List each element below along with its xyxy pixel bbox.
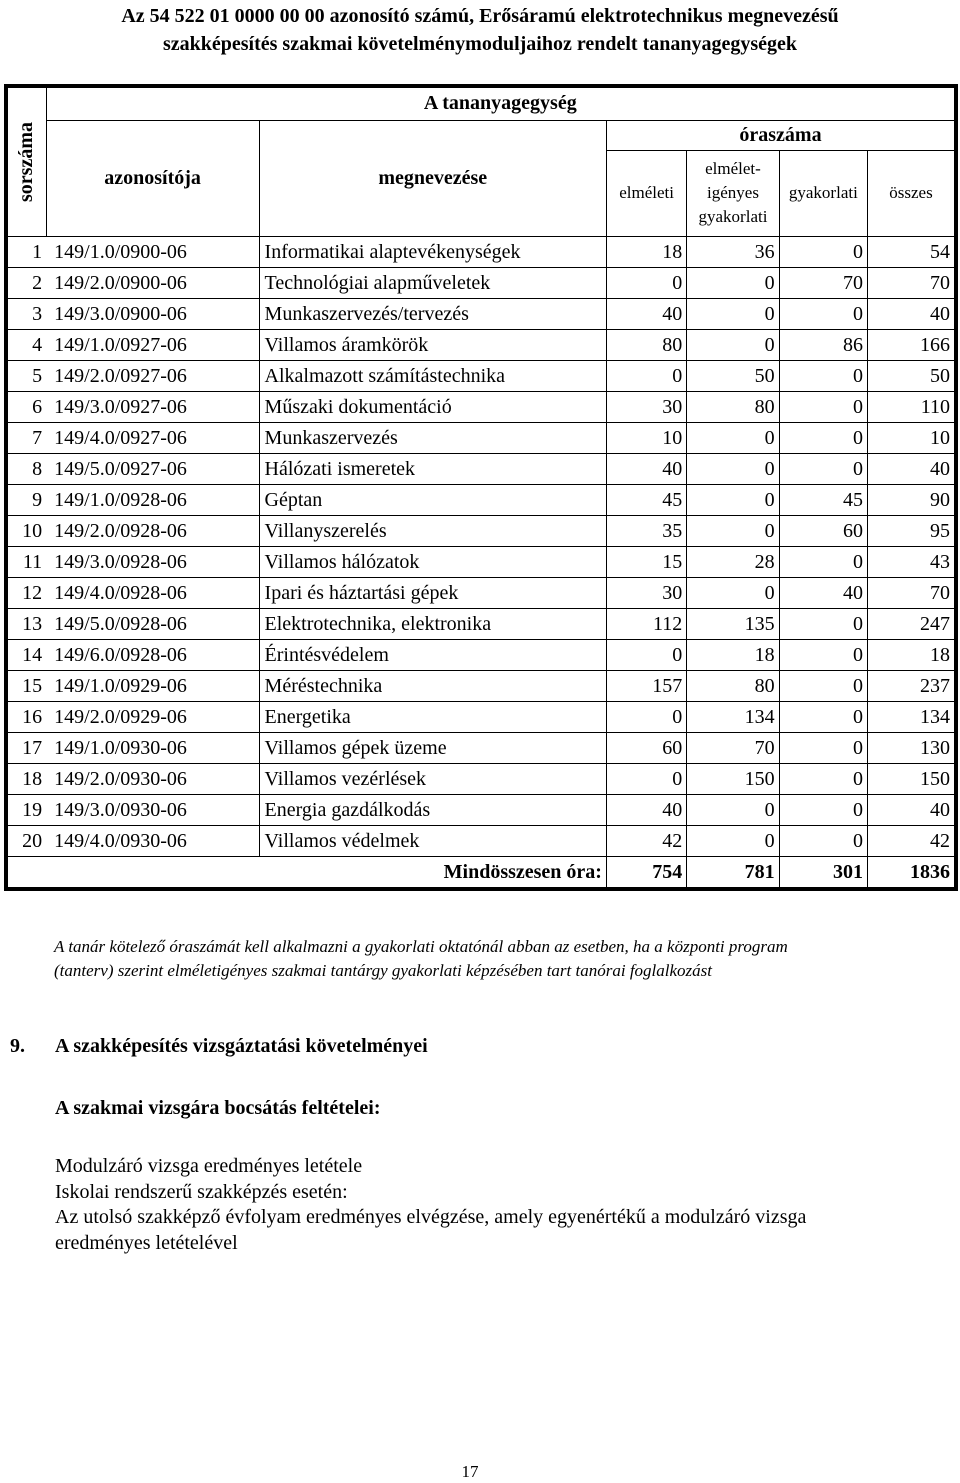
row-gyakorlati: 0 <box>779 701 867 732</box>
row-elmeletigenyes: 134 <box>687 701 779 732</box>
row-number: 4 <box>6 329 46 360</box>
header-tananyagegyseg: A tananyagegység <box>46 86 956 120</box>
row-number: 9 <box>6 484 46 515</box>
row-elmeletigenyes: 0 <box>687 794 779 825</box>
row-elmeletigenyes: 0 <box>687 453 779 484</box>
row-name: Munkaszervezés/tervezés <box>259 298 606 329</box>
row-elmeleti: 0 <box>606 639 686 670</box>
total-label: Mindösszesen óra: <box>443 860 602 883</box>
total-gyakorlati: 301 <box>779 856 867 889</box>
table-row <box>6 453 956 484</box>
row-id: 149/3.0/0900-06 <box>46 298 259 329</box>
total-row <box>6 856 956 889</box>
row-name: Energia gazdálkodás <box>259 794 606 825</box>
row-name: Villamos áramkörök <box>259 329 606 360</box>
footnote-line-2: (tanterv) szerint elméletigényes szakmai tantárgy gyakorlati képzésében tart tanórai foglalkozást <box>54 961 713 980</box>
table-row <box>6 577 956 608</box>
row-elmeleti: 18 <box>606 236 686 267</box>
title-line-2: szakképesítés szakmai követelménymoduljaihoz rendelt tananyagegységek <box>162 33 798 55</box>
row-elmeletigenyes: 18 <box>687 639 779 670</box>
row-gyakorlati: 0 <box>779 236 867 267</box>
row-osszes: 50 <box>868 360 956 391</box>
body-line-1: Modulzáró vizsga eredményes letétele <box>55 1155 363 1177</box>
row-osszes: 237 <box>868 670 956 701</box>
row-osszes: 166 <box>868 329 956 360</box>
row-name: Villamos vezérlések <box>259 763 606 794</box>
table-row <box>6 639 956 670</box>
row-number: 11 <box>6 546 46 577</box>
row-elmeleti: 0 <box>606 763 686 794</box>
body-line-4: eredményes letételével <box>55 1231 238 1254</box>
row-name: Ipari és háztartási gépek <box>259 577 606 608</box>
row-elmeleti: 0 <box>606 360 686 391</box>
row-name: Méréstechnika <box>259 670 606 701</box>
row-elmeletigenyes: 80 <box>687 670 779 701</box>
row-number: 17 <box>6 732 46 763</box>
subheading: A szakmai vizsgára bocsátás feltételei: <box>55 1097 381 1119</box>
table-row <box>6 267 956 298</box>
total-elmeletigenyes: 781 <box>687 856 779 889</box>
row-name: Alkalmazott számítástechnika <box>259 360 606 391</box>
row-elmeletigenyes: 0 <box>687 825 779 856</box>
row-id: 149/2.0/0928-06 <box>46 515 259 546</box>
row-number: 1 <box>6 236 46 267</box>
row-osszes: 130 <box>868 732 956 763</box>
header-megnevezese: megnevezése <box>259 120 606 236</box>
row-elmeleti: 40 <box>606 453 686 484</box>
table-row <box>6 422 956 453</box>
row-number: 19 <box>6 794 46 825</box>
body-text <box>55 1154 955 1256</box>
row-id: 149/1.0/0927-06 <box>46 329 259 360</box>
row-elmeletigenyes: 0 <box>687 329 779 360</box>
row-elmeletigenyes: 0 <box>687 515 779 546</box>
row-id: 149/4.0/0927-06 <box>46 422 259 453</box>
page-number: 17 <box>461 1462 479 1481</box>
header-gyakorlati: gyakorlati <box>779 150 867 236</box>
row-name: Villamos gépek üzeme <box>259 732 606 763</box>
row-elmeleti: 15 <box>606 546 686 577</box>
header-elmeleti: elméleti <box>606 150 686 236</box>
table-row <box>6 546 956 577</box>
row-id: 149/2.0/0929-06 <box>46 701 259 732</box>
row-id: 149/1.0/0900-06 <box>46 236 259 267</box>
row-name: Energetika <box>259 701 606 732</box>
row-gyakorlati: 0 <box>779 391 867 422</box>
header-osszes: összes <box>868 150 956 236</box>
table-row <box>6 732 956 763</box>
row-id: 149/2.0/0900-06 <box>46 267 259 298</box>
row-number: 6 <box>6 391 46 422</box>
row-gyakorlati: 0 <box>779 608 867 639</box>
row-osszes: 54 <box>868 236 956 267</box>
row-gyakorlati: 0 <box>779 360 867 391</box>
table-row <box>6 794 956 825</box>
row-name: Villanyszerelés <box>259 515 606 546</box>
row-number: 14 <box>6 639 46 670</box>
row-elmeleti: 80 <box>606 329 686 360</box>
row-gyakorlati: 0 <box>779 763 867 794</box>
header-elmeletigenyes: elmélet- igényes gyakorlati <box>687 150 779 236</box>
row-elmeleti: 45 <box>606 484 686 515</box>
total-elmeleti: 754 <box>606 856 686 889</box>
row-osszes: 110 <box>868 391 956 422</box>
row-elmeletigenyes: 28 <box>687 546 779 577</box>
row-number: 18 <box>6 763 46 794</box>
row-gyakorlati: 0 <box>779 422 867 453</box>
section-heading <box>10 1035 428 1058</box>
row-elmeletigenyes: 0 <box>687 298 779 329</box>
header-azonositoja: azonosítója <box>46 120 259 236</box>
row-osszes: 134 <box>868 701 956 732</box>
row-osszes: 70 <box>868 577 956 608</box>
row-elmeleti: 40 <box>606 298 686 329</box>
total-osszes: 1836 <box>868 856 956 889</box>
row-id: 149/4.0/0928-06 <box>46 577 259 608</box>
curriculum-table <box>4 84 958 891</box>
footnote-line-1: A tanár kötelező óraszámát kell alkalmazni a gyakorlati oktatónál abban az esetben, ha a központi program <box>54 937 788 956</box>
row-gyakorlati: 86 <box>779 329 867 360</box>
row-osszes: 90 <box>868 484 956 515</box>
table-row <box>6 236 956 267</box>
row-elmeletigenyes: 80 <box>687 391 779 422</box>
row-elmeleti: 0 <box>606 701 686 732</box>
title-line-1: Az 54 522 01 0000 00 00 azonosító számú, Erősáramú elektrotechnikus megnevezésű <box>121 5 839 27</box>
row-id: 149/1.0/0928-06 <box>46 484 259 515</box>
row-number: 13 <box>6 608 46 639</box>
row-number: 3 <box>6 298 46 329</box>
row-osszes: 40 <box>868 453 956 484</box>
header-sorszama: sorszáma <box>6 86 46 236</box>
row-gyakorlati: 70 <box>779 267 867 298</box>
row-id: 149/5.0/0927-06 <box>46 453 259 484</box>
row-id: 149/3.0/0930-06 <box>46 794 259 825</box>
table-row <box>6 763 956 794</box>
row-elmeletigenyes: 0 <box>687 422 779 453</box>
row-elmeletigenyes: 70 <box>687 732 779 763</box>
row-name: Műszaki dokumentáció <box>259 391 606 422</box>
row-name: Érintésvédelem <box>259 639 606 670</box>
row-id: 149/1.0/0930-06 <box>46 732 259 763</box>
row-osszes: 10 <box>868 422 956 453</box>
row-number: 20 <box>6 825 46 856</box>
table-row <box>6 608 956 639</box>
row-id: 149/3.0/0927-06 <box>46 391 259 422</box>
row-osszes: 40 <box>868 298 956 329</box>
table-row <box>6 701 956 732</box>
page-title <box>0 2 960 58</box>
row-gyakorlati: 0 <box>779 670 867 701</box>
row-elmeletigenyes: 150 <box>687 763 779 794</box>
row-name: Hálózati ismeretek <box>259 453 606 484</box>
row-osszes: 18 <box>868 639 956 670</box>
row-number: 15 <box>6 670 46 701</box>
row-elmeletigenyes: 0 <box>687 577 779 608</box>
row-elmeleti: 10 <box>606 422 686 453</box>
row-gyakorlati: 40 <box>779 577 867 608</box>
section-title: A szakképesítés vizsgáztatási követelményei <box>55 1035 428 1057</box>
row-number: 7 <box>6 422 46 453</box>
table-row <box>6 391 956 422</box>
row-number: 10 <box>6 515 46 546</box>
row-name: Villamos védelmek <box>259 825 606 856</box>
row-name: Munkaszervezés <box>259 422 606 453</box>
row-elmeletigenyes: 50 <box>687 360 779 391</box>
table-row <box>6 484 956 515</box>
row-gyakorlati: 0 <box>779 546 867 577</box>
row-name: Informatikai alaptevékenységek <box>259 236 606 267</box>
row-gyakorlati: 0 <box>779 732 867 763</box>
row-osszes: 247 <box>868 608 956 639</box>
table-row <box>6 329 956 360</box>
row-name: Villamos hálózatok <box>259 546 606 577</box>
row-elmeleti: 60 <box>606 732 686 763</box>
row-id: 149/1.0/0929-06 <box>46 670 259 701</box>
row-number: 16 <box>6 701 46 732</box>
row-name: Géptan <box>259 484 606 515</box>
table-row <box>6 360 956 391</box>
row-elmeleti: 0 <box>606 267 686 298</box>
row-name: Technológiai alapműveletek <box>259 267 606 298</box>
row-osszes: 70 <box>868 267 956 298</box>
table-row <box>6 825 956 856</box>
row-elmeletigenyes: 0 <box>687 267 779 298</box>
row-gyakorlati: 0 <box>779 453 867 484</box>
row-name: Elektrotechnika, elektronika <box>259 608 606 639</box>
row-osszes: 40 <box>868 794 956 825</box>
row-elmeleti: 42 <box>606 825 686 856</box>
row-elmeletigenyes: 135 <box>687 608 779 639</box>
row-osszes: 42 <box>868 825 956 856</box>
row-number: 5 <box>6 360 46 391</box>
footnote <box>54 935 934 983</box>
row-elmeleti: 157 <box>606 670 686 701</box>
row-elmeleti: 30 <box>606 391 686 422</box>
row-id: 149/2.0/0927-06 <box>46 360 259 391</box>
row-gyakorlati: 45 <box>779 484 867 515</box>
body-line-2: Iskolai rendszerű szakképzés esetén: <box>55 1180 348 1203</box>
row-gyakorlati: 0 <box>779 639 867 670</box>
table-row <box>6 670 956 701</box>
row-elmeleti: 112 <box>606 608 686 639</box>
row-elmeletigenyes: 36 <box>687 236 779 267</box>
row-elmeleti: 40 <box>606 794 686 825</box>
row-gyakorlati: 0 <box>779 298 867 329</box>
row-osszes: 95 <box>868 515 956 546</box>
header-oraszama: óraszáma <box>606 120 956 150</box>
body-line-3: Az utolsó szakképző évfolyam eredményes elvégzése, amely egyenértékű a modulzáró vizsga <box>55 1206 807 1228</box>
row-number: 8 <box>6 453 46 484</box>
row-gyakorlati: 60 <box>779 515 867 546</box>
table-row <box>6 298 956 329</box>
row-gyakorlati: 0 <box>779 825 867 856</box>
row-elmeleti: 35 <box>606 515 686 546</box>
row-elmeleti: 30 <box>606 577 686 608</box>
row-osszes: 43 <box>868 546 956 577</box>
row-id: 149/5.0/0928-06 <box>46 608 259 639</box>
row-id: 149/4.0/0930-06 <box>46 825 259 856</box>
row-id: 149/6.0/0928-06 <box>46 639 259 670</box>
row-number: 2 <box>6 267 46 298</box>
row-elmeletigenyes: 0 <box>687 484 779 515</box>
table-row <box>6 515 956 546</box>
row-osszes: 150 <box>868 763 956 794</box>
row-gyakorlati: 0 <box>779 794 867 825</box>
row-id: 149/3.0/0928-06 <box>46 546 259 577</box>
row-number: 12 <box>6 577 46 608</box>
row-id: 149/2.0/0930-06 <box>46 763 259 794</box>
section-number: 9. <box>10 1035 25 1057</box>
